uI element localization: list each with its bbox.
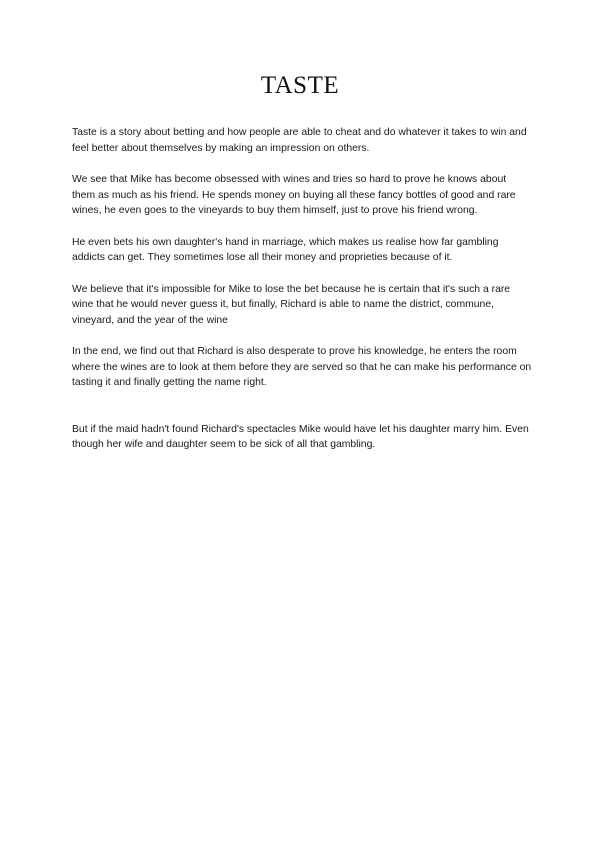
- paragraph-mike-obsession: We see that Mike has become obsessed with wines and tries so hard to prove he knows about them as much as his friend. He spends money on buying all these fancy bottles of good and rare wines, he even goes to the vineyards to buy them himself, just to prove his friend wrong.: [72, 174, 516, 216]
- paragraph-bet-outcome: We believe that it's impossible for Mike to lose the bet because he is certain that it's such a rare wine that he would never guess it, but finally, Richard is able to name the district, commune, vineyard, and the year of the wine: [72, 283, 511, 326]
- paragraph-conclusion: But if the maid hadn't found Richard's spectacles Mike would have let his daughter marry him. Even though her wife and daughter seem to be sick of all that gambling.: [72, 423, 529, 450]
- document-body: [72, 125, 532, 469]
- paragraph-richard-cheat: In the end, we find out that Richard is also desperate to prove his knowledge, he enters the room where the wines are to look at them before they are served so that he can make his performance on tasting it and finally getting the name right.: [72, 346, 532, 388]
- paragraph-daughter-bet: He even bets his own daughter's hand in marriage, which makes us realise how far gambling addicts can get. They sometimes lose all their money and proprieties because of it.: [72, 236, 499, 263]
- document-title: TASTE: [260, 72, 340, 99]
- paragraph-intro: Taste is a story about betting and how people are able to cheat and do whatever it takes to win and feel better about themselves by making an impression on others.: [72, 127, 527, 154]
